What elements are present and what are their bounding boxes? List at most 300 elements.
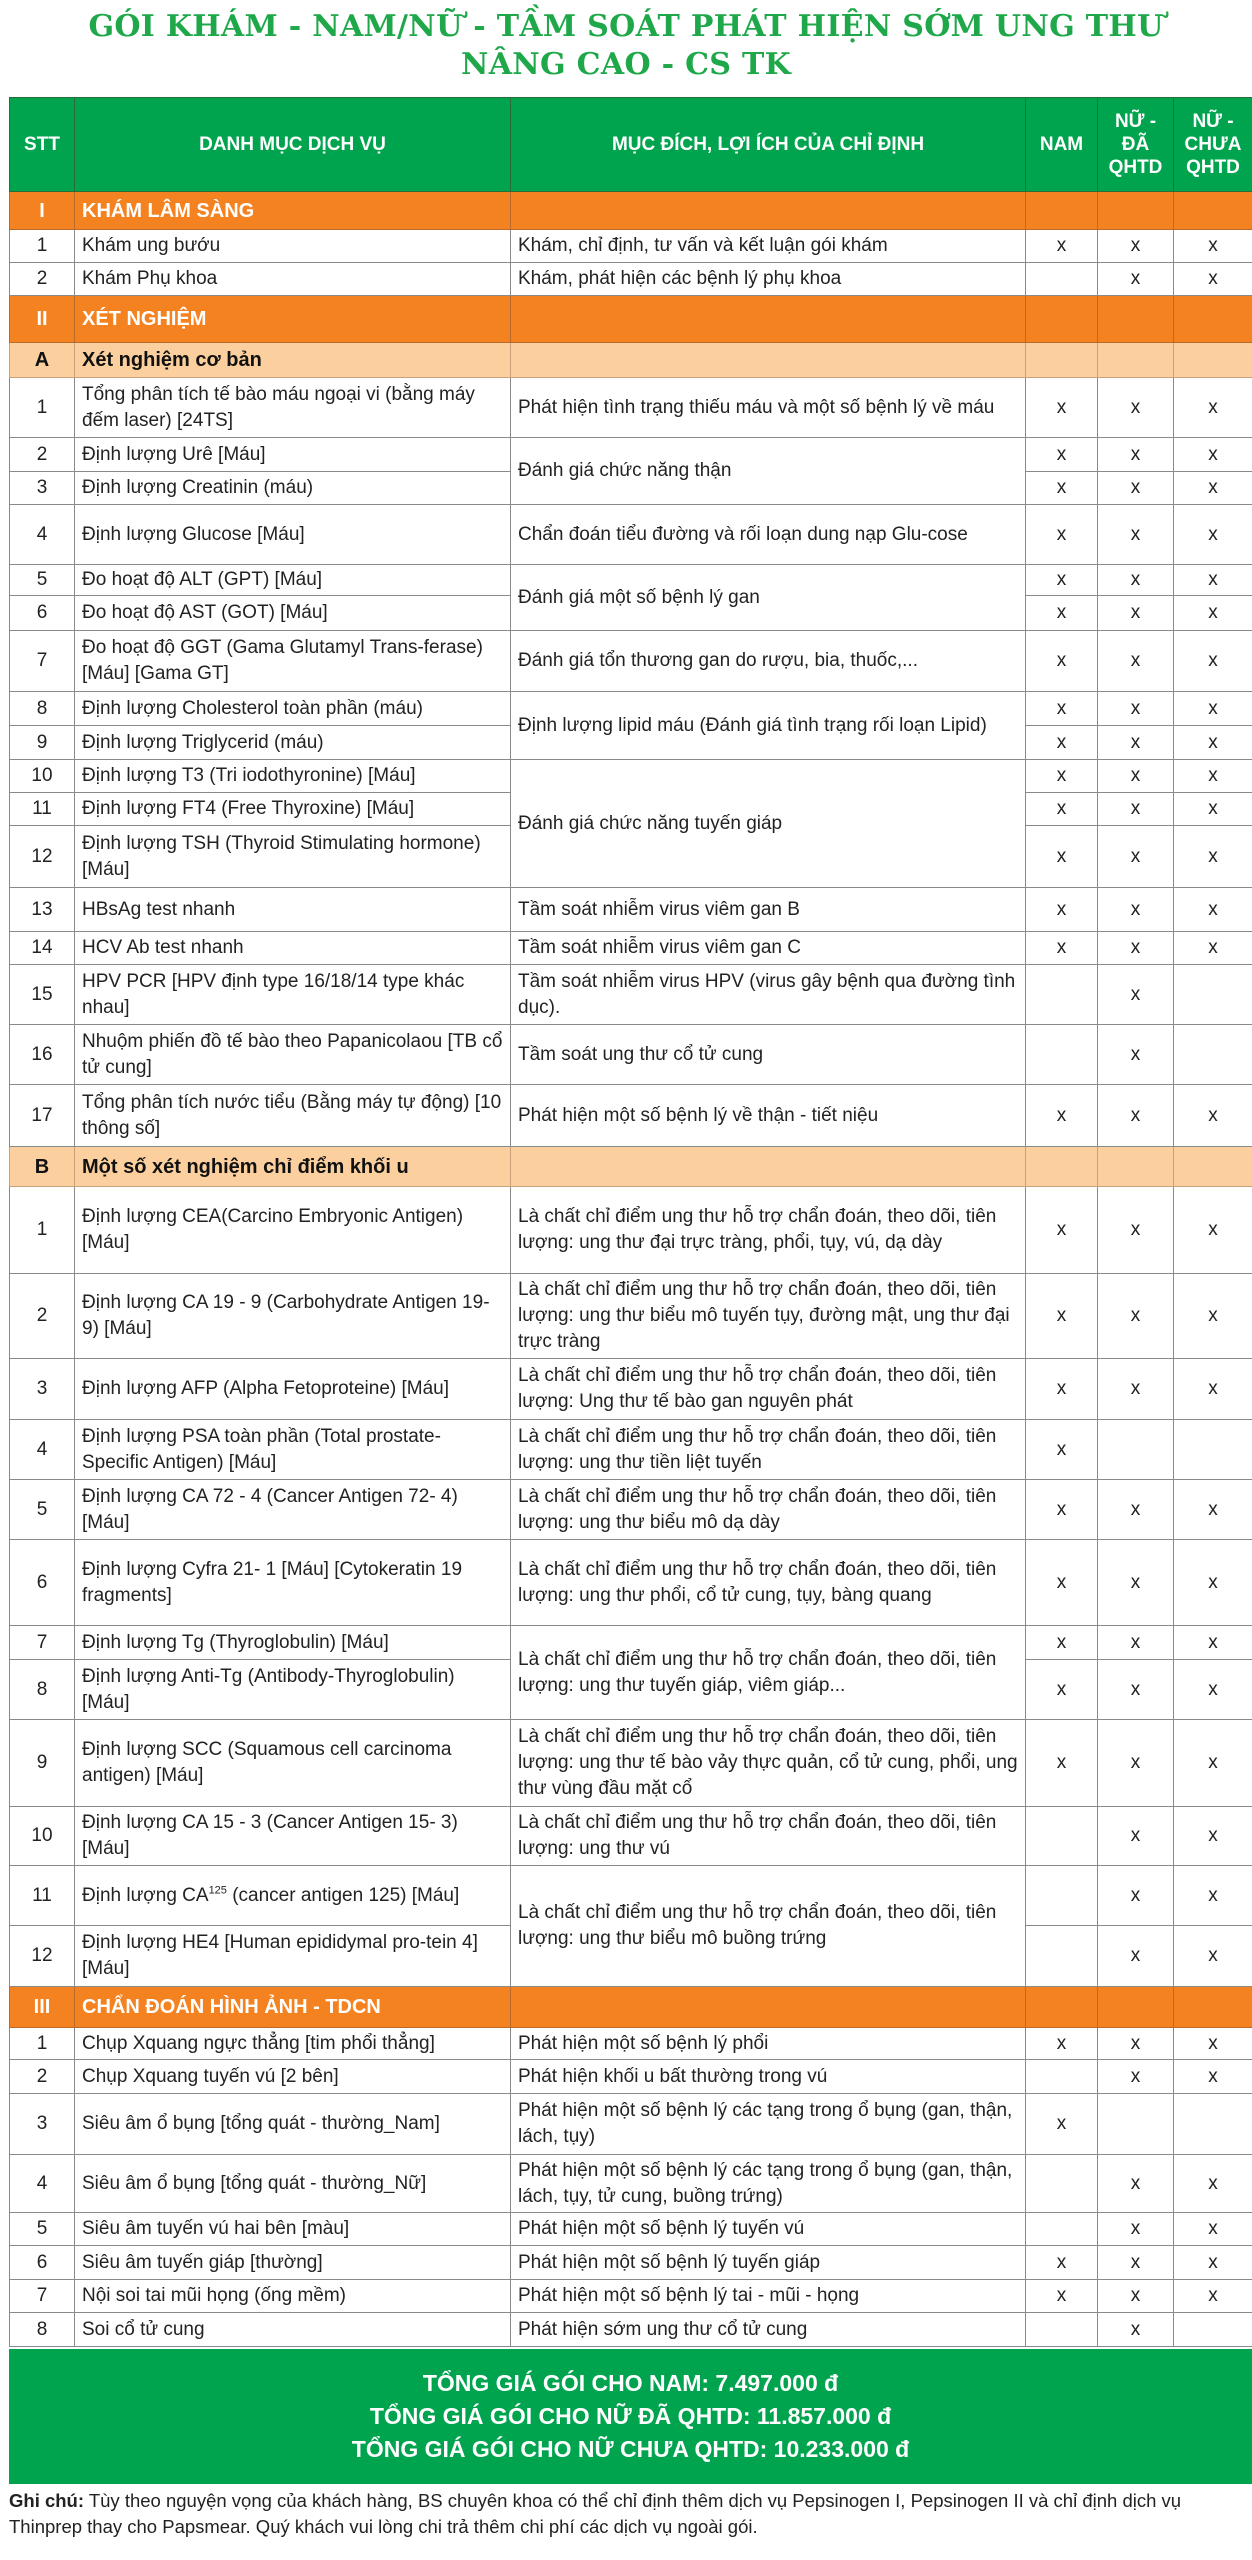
- row-stt: 16: [10, 1025, 75, 1085]
- row-stt: 2: [10, 1274, 75, 1359]
- row-nu-chua-qhtd-mark: [1174, 1420, 1252, 1480]
- row-purpose: Định lượng lipid máu (Đánh giá tình trạng rối loạn Lipid): [511, 692, 1026, 760]
- row-stt: 3: [10, 1359, 75, 1420]
- row-nu-da-qhtd-mark: x: [1098, 726, 1174, 760]
- row-nu-chua-qhtd-mark: x: [1174, 1274, 1252, 1359]
- section-empty-cell: [1098, 192, 1174, 230]
- row-nam-mark: x: [1026, 2028, 1098, 2060]
- table-row: [10, 1626, 1252, 1660]
- row-nu-da-qhtd-mark: x: [1098, 2028, 1174, 2060]
- row-nu-da-qhtd-mark: x: [1098, 2155, 1174, 2213]
- title-line-2: NÂNG CAO - CS TK: [461, 47, 791, 82]
- row-nu-da-qhtd-mark: x: [1098, 438, 1174, 472]
- row-nam-mark: x: [1026, 596, 1098, 631]
- row-service: Soi cổ tử cung: [75, 2313, 511, 2347]
- row-service: Định lượng CEA(Carcino Embryonic Antigen) [Máu]: [75, 1187, 511, 1274]
- row-stt: 6: [10, 596, 75, 631]
- table-row: [10, 888, 1252, 932]
- row-stt: 7: [10, 2280, 75, 2313]
- row-nu-da-qhtd-mark: x: [1098, 631, 1174, 692]
- section-empty-cell: [1026, 1987, 1098, 2028]
- row-nu-chua-qhtd-mark: x: [1174, 565, 1252, 596]
- row-purpose: Là chất chỉ điểm ung thư hỗ trợ chẩn đoán, theo dõi, tiên lượng: ung thư biểu mô dạ dày: [511, 1480, 1026, 1540]
- package-table: [9, 97, 1252, 2347]
- row-service: HCV Ab test nhanh: [75, 932, 511, 965]
- row-purpose: Chẩn đoán tiểu đường và rối loạn dung nạp Glu-cose: [511, 505, 1026, 565]
- row-stt: 1: [10, 230, 75, 263]
- row-nu-chua-qhtd-mark: x: [1174, 826, 1252, 888]
- row-nu-chua-qhtd-mark: x: [1174, 472, 1252, 505]
- row-stt: 5: [10, 1480, 75, 1540]
- row-stt: 5: [10, 2213, 75, 2246]
- row-purpose: Là chất chỉ điểm ung thư hỗ trợ chẩn đoán, theo dõi, tiên lượng: ung thư vú: [511, 1807, 1026, 1866]
- row-nu-chua-qhtd-mark: x: [1174, 378, 1252, 438]
- row-stt: 6: [10, 1540, 75, 1626]
- table-row: [10, 1807, 1252, 1866]
- row-nam-mark: x: [1026, 1420, 1098, 1480]
- row-nu-da-qhtd-mark: x: [1098, 793, 1174, 826]
- row-purpose: Phát hiện một số bệnh lý tuyến vú: [511, 2213, 1026, 2246]
- row-nu-da-qhtd-mark: x: [1098, 692, 1174, 726]
- row-stt: 1: [10, 378, 75, 438]
- row-stt: 7: [10, 1626, 75, 1660]
- row-service: Định lượng Tg (Thyroglobulin) [Máu]: [75, 1626, 511, 1660]
- header-nu-da-qhtd: NỮ - ĐÃ QHTD: [1098, 98, 1174, 192]
- row-stt: 14: [10, 932, 75, 965]
- row-nam-mark: [1026, 2155, 1098, 2213]
- row-nu-chua-qhtd-mark: x: [1174, 263, 1252, 296]
- row-nu-chua-qhtd-mark: x: [1174, 505, 1252, 565]
- section-empty-cell: [511, 1147, 1026, 1187]
- table-row: [10, 2246, 1252, 2280]
- table-row: [10, 692, 1252, 726]
- section-empty-cell: [511, 192, 1026, 230]
- row-nu-da-qhtd-mark: [1098, 2094, 1174, 2155]
- row-nam-mark: x: [1026, 472, 1098, 505]
- service-text: (cancer antigen 125) [Máu]: [226, 1884, 460, 1906]
- row-nu-da-qhtd-mark: x: [1098, 932, 1174, 965]
- row-service: Định lượng Triglycerid (máu): [75, 726, 511, 760]
- row-nu-da-qhtd-mark: [1098, 1420, 1174, 1480]
- table-row: [10, 760, 1252, 793]
- row-nu-chua-qhtd-mark: x: [1174, 2213, 1252, 2246]
- row-purpose: Phát hiện khối u bất thường trong vú: [511, 2060, 1026, 2094]
- section-label: XÉT NGHIỆM: [75, 296, 511, 343]
- row-nam-mark: x: [1026, 378, 1098, 438]
- service-superscript: 125: [208, 1884, 227, 1897]
- row-purpose: Là chất chỉ điểm ung thư hỗ trợ chẩn đoán, theo dõi, tiên lượng: ung thư đại trực tràng, phổi, tụy, vú, dạ dày: [511, 1187, 1026, 1274]
- row-nam-mark: x: [1026, 631, 1098, 692]
- table-row: [10, 2313, 1252, 2347]
- row-nu-chua-qhtd-mark: x: [1174, 1866, 1252, 1926]
- row-nu-da-qhtd-mark: x: [1098, 1025, 1174, 1085]
- row-nam-mark: x: [1026, 932, 1098, 965]
- row-purpose: Phát hiện một số bệnh lý phổi: [511, 2028, 1026, 2060]
- footnote-label: Ghi chú:: [9, 2490, 85, 2511]
- row-purpose: Phát hiện một số bệnh lý các tạng trong ổ bụng (gan, thận, lách, tụy, tử cung, buồng trứng): [511, 2155, 1026, 2213]
- row-nu-chua-qhtd-mark: x: [1174, 793, 1252, 826]
- row-stt: 4: [10, 1420, 75, 1480]
- row-purpose: Là chất chỉ điểm ung thư hỗ trợ chẩn đoán, theo dõi, tiên lượng: Ung thư tế bào gan nguyên phát: [511, 1359, 1026, 1420]
- row-service: Khám ung bướu: [75, 230, 511, 263]
- row-service: Định lượng Anti-Tg (Antibody-Thyroglobulin) [Máu]: [75, 1660, 511, 1720]
- total-price-nu-da-qhtd: TỔNG GIÁ GÓI CHO NỮ ĐÃ QHTD: 11.857.000 đ: [369, 2403, 892, 2429]
- section-code: III: [10, 1987, 75, 2028]
- header-service: DANH MỤC DỊCH VỤ: [75, 98, 511, 192]
- header-nu-chua-qhtd: NỮ - CHƯA QHTD: [1174, 98, 1252, 192]
- row-nu-chua-qhtd-mark: x: [1174, 1540, 1252, 1626]
- row-nam-mark: x: [1026, 888, 1098, 932]
- row-purpose: Đánh giá chức năng thận: [511, 438, 1026, 505]
- row-nam-mark: x: [1026, 230, 1098, 263]
- row-service: Định lượng T3 (Tri iodothyronine) [Máu]: [75, 760, 511, 793]
- header-nam: NAM: [1026, 98, 1098, 192]
- row-nam-mark: [1026, 263, 1098, 296]
- section-empty-cell: [1174, 192, 1252, 230]
- row-nu-chua-qhtd-mark: [1174, 2094, 1252, 2155]
- row-purpose: Phát hiện một số bệnh lý tai - mũi - họng: [511, 2280, 1026, 2313]
- table-header-row: [10, 98, 1252, 192]
- row-stt: 17: [10, 1085, 75, 1147]
- row-stt: 15: [10, 965, 75, 1025]
- footnote-text: Tùy theo nguyện vọng của khách hàng, BS chuyên khoa có thể chỉ định thêm dịch vụ Pepsinogen I, Pepsinogen II và chỉ định dịch vụ Thinprep thay cho Papsmear. Quý khách vui lòng chi trả thêm chi phí các dịch vụ ngoài gói.: [9, 2490, 1182, 2537]
- row-nu-da-qhtd-mark: x: [1098, 472, 1174, 505]
- row-purpose: Phát hiện một số bệnh lý về thận - tiết niệu: [511, 1085, 1026, 1147]
- section-empty-cell: [1026, 343, 1098, 378]
- row-nu-chua-qhtd-mark: x: [1174, 1085, 1252, 1147]
- table-row: [10, 230, 1252, 263]
- row-nu-chua-qhtd-mark: x: [1174, 2060, 1252, 2094]
- row-purpose: Tầm soát ung thư cổ tử cung: [511, 1025, 1026, 1085]
- row-stt: 12: [10, 826, 75, 888]
- row-nam-mark: x: [1026, 826, 1098, 888]
- row-service: Siêu âm tuyến giáp [thường]: [75, 2246, 511, 2280]
- row-service: Định lượng CA 72 - 4 (Cancer Antigen 72- 4) [Máu]: [75, 1480, 511, 1540]
- row-purpose: Đánh giá tổn thương gan do rượu, bia, thuốc,...: [511, 631, 1026, 692]
- section-empty-cell: [1098, 1147, 1174, 1187]
- section-row-a: [10, 343, 1252, 378]
- row-nam-mark: x: [1026, 2246, 1098, 2280]
- row-nu-chua-qhtd-mark: x: [1174, 2028, 1252, 2060]
- row-service: Định lượng SCC (Squamous cell carcinoma antigen) [Máu]: [75, 1720, 511, 1807]
- row-stt: 4: [10, 2155, 75, 2213]
- row-nam-mark: x: [1026, 1359, 1098, 1420]
- row-nu-da-qhtd-mark: x: [1098, 1660, 1174, 1720]
- row-nu-da-qhtd-mark: x: [1098, 1187, 1174, 1274]
- section-empty-cell: [1174, 1987, 1252, 2028]
- row-nu-chua-qhtd-mark: x: [1174, 1720, 1252, 1807]
- table-row: [10, 2155, 1252, 2213]
- row-nu-da-qhtd-mark: x: [1098, 1085, 1174, 1147]
- table-row: [10, 1274, 1252, 1359]
- row-nam-mark: x: [1026, 726, 1098, 760]
- row-purpose: Tầm soát nhiễm virus viêm gan B: [511, 888, 1026, 932]
- section-empty-cell: [1098, 296, 1174, 343]
- row-service: Định lượng AFP (Alpha Fetoproteine) [Máu]: [75, 1359, 511, 1420]
- section-empty-cell: [511, 343, 1026, 378]
- section-code: B: [10, 1147, 75, 1187]
- row-service: Siêu âm ổ bụng [tổng quát - thường_Nam]: [75, 2094, 511, 2155]
- section-empty-cell: [511, 296, 1026, 343]
- row-nu-da-qhtd-mark: x: [1098, 505, 1174, 565]
- row-purpose: Là chất chỉ điểm ung thư hỗ trợ chẩn đoán, theo dõi, tiên lượng: ung thư tuyến giáp, viêm giáp...: [511, 1626, 1026, 1720]
- row-nam-mark: [1026, 2313, 1098, 2347]
- section-row-b: [10, 1147, 1252, 1187]
- table-row: [10, 1359, 1252, 1420]
- row-nam-mark: [1026, 1025, 1098, 1085]
- table-row: [10, 1025, 1252, 1085]
- row-nam-mark: x: [1026, 1720, 1098, 1807]
- total-price-nam: TỔNG GIÁ GÓI CHO NAM: 7.497.000 đ: [422, 2370, 839, 2396]
- row-nu-da-qhtd-mark: x: [1098, 378, 1174, 438]
- row-nu-da-qhtd-mark: x: [1098, 565, 1174, 596]
- row-service: Định lượng PSA toàn phần (Total prostate-Specific Antigen) [Máu]: [75, 1420, 511, 1480]
- section-empty-cell: [1026, 296, 1098, 343]
- row-nam-mark: x: [1026, 505, 1098, 565]
- row-nam-mark: [1026, 1866, 1098, 1926]
- row-nu-da-qhtd-mark: x: [1098, 1720, 1174, 1807]
- row-nu-da-qhtd-mark: x: [1098, 2246, 1174, 2280]
- section-empty-cell: [1174, 1147, 1252, 1187]
- table-row: [10, 2094, 1252, 2155]
- footnote: [9, 2488, 1249, 2540]
- row-service: Khám Phụ khoa: [75, 263, 511, 296]
- section-empty-cell: [511, 1987, 1026, 2028]
- table-row: [10, 2213, 1252, 2246]
- row-nu-chua-qhtd-mark: x: [1174, 1359, 1252, 1420]
- row-service: Siêu âm ổ bụng [tổng quát - thường_Nữ]: [75, 2155, 511, 2213]
- row-service: Định lượng CA 19 - 9 (Carbohydrate Antigen 19-9) [Máu]: [75, 1274, 511, 1359]
- row-nam-mark: x: [1026, 1626, 1098, 1660]
- row-service: Định lượng FT4 (Free Thyroxine) [Máu]: [75, 793, 511, 826]
- row-stt: 4: [10, 505, 75, 565]
- row-nu-chua-qhtd-mark: x: [1174, 230, 1252, 263]
- section-empty-cell: [1026, 1147, 1098, 1187]
- row-service: Nhuộm phiến đồ tế bào theo Papanicolaou [TB cổ tử cung]: [75, 1025, 511, 1085]
- row-nu-da-qhtd-mark: x: [1098, 2280, 1174, 2313]
- row-stt: 2: [10, 438, 75, 472]
- section-row-ii: [10, 296, 1252, 343]
- table-row: [10, 1866, 1252, 1926]
- row-purpose: Là chất chỉ điểm ung thư hỗ trợ chẩn đoán, theo dõi, tiên lượng: ung thư tiền liệt tuyến: [511, 1420, 1026, 1480]
- row-nu-da-qhtd-mark: x: [1098, 1626, 1174, 1660]
- row-service: Định lượng Glucose [Máu]: [75, 505, 511, 565]
- row-service: Định lượng Urê [Máu]: [75, 438, 511, 472]
- table-row: [10, 438, 1252, 472]
- row-service: Đo hoạt độ GGT (Gama Glutamyl Trans-ferase) [Máu] [Gama GT]: [75, 631, 511, 692]
- row-nu-da-qhtd-mark: x: [1098, 965, 1174, 1025]
- row-purpose: Phát hiện sớm ung thư cổ tử cung: [511, 2313, 1026, 2347]
- table-row: [10, 565, 1252, 596]
- row-service: HBsAg test nhanh: [75, 888, 511, 932]
- row-stt: 13: [10, 888, 75, 932]
- table-row: [10, 1720, 1252, 1807]
- section-code: II: [10, 296, 75, 343]
- row-service: Siêu âm tuyến vú hai bên [màu]: [75, 2213, 511, 2246]
- row-nu-chua-qhtd-mark: x: [1174, 760, 1252, 793]
- row-nu-da-qhtd-mark: x: [1098, 888, 1174, 932]
- row-stt: 7: [10, 631, 75, 692]
- page-title: [0, 8, 1252, 84]
- table-row: [10, 2028, 1252, 2060]
- row-nu-da-qhtd-mark: x: [1098, 826, 1174, 888]
- row-nu-chua-qhtd-mark: x: [1174, 726, 1252, 760]
- section-label: Xét nghiệm cơ bản: [75, 343, 511, 378]
- row-purpose: Phát hiện một số bệnh lý tuyến giáp: [511, 2246, 1026, 2280]
- row-nu-da-qhtd-mark: x: [1098, 1359, 1174, 1420]
- row-nu-da-qhtd-mark: x: [1098, 1480, 1174, 1540]
- row-service: Định lượng HE4 [Human epididymal pro-tein 4] [Máu]: [75, 1926, 511, 1987]
- row-nam-mark: x: [1026, 2280, 1098, 2313]
- row-stt: 12: [10, 1926, 75, 1987]
- row-nu-chua-qhtd-mark: x: [1174, 2155, 1252, 2213]
- row-service: Đo hoạt độ AST (GOT) [Máu]: [75, 596, 511, 631]
- row-nam-mark: x: [1026, 793, 1098, 826]
- row-nam-mark: [1026, 2213, 1098, 2246]
- header-purpose: MỤC ĐÍCH, LỢI ÍCH CỦA CHỈ ĐỊNH: [511, 98, 1026, 192]
- row-service: Định lượng Creatinin (máu): [75, 472, 511, 505]
- table-row: [10, 378, 1252, 438]
- row-nu-da-qhtd-mark: x: [1098, 2213, 1174, 2246]
- row-nu-chua-qhtd-mark: x: [1174, 888, 1252, 932]
- section-label: KHÁM LÂM SÀNG: [75, 192, 511, 230]
- row-stt: 8: [10, 692, 75, 726]
- section-empty-cell: [1026, 192, 1098, 230]
- row-stt: 1: [10, 1187, 75, 1274]
- table-row: [10, 505, 1252, 565]
- row-nam-mark: x: [1026, 1274, 1098, 1359]
- row-stt: 2: [10, 263, 75, 296]
- row-stt: 11: [10, 1866, 75, 1926]
- section-row-i: [10, 192, 1252, 230]
- row-nu-chua-qhtd-mark: x: [1174, 1926, 1252, 1987]
- row-service: Định lượng TSH (Thyroid Stimulating hormone) [Máu]: [75, 826, 511, 888]
- row-nam-mark: [1026, 2060, 1098, 2094]
- row-purpose: Đánh giá chức năng tuyến giáp: [511, 760, 1026, 888]
- row-stt: 10: [10, 760, 75, 793]
- row-purpose: Tầm soát nhiễm virus HPV (virus gây bệnh qua đường tình dục).: [511, 965, 1026, 1025]
- row-nu-chua-qhtd-mark: x: [1174, 596, 1252, 631]
- row-nam-mark: [1026, 1807, 1098, 1866]
- row-nam-mark: [1026, 1926, 1098, 1987]
- row-service: HPV PCR [HPV định type 16/18/14 type khác nhau]: [75, 965, 511, 1025]
- row-nu-da-qhtd-mark: x: [1098, 2313, 1174, 2347]
- row-service: Đo hoạt độ ALT (GPT) [Máu]: [75, 565, 511, 596]
- row-purpose: Là chất chỉ điểm ung thư hỗ trợ chẩn đoán, theo dõi, tiên lượng: ung thư phổi, cổ tử cung, tụy, bàng quang: [511, 1540, 1026, 1626]
- row-purpose: Phát hiện một số bệnh lý các tạng trong ổ bụng (gan, thận, lách, tụy): [511, 2094, 1026, 2155]
- row-service: Nội soi tai mũi họng (ống mềm): [75, 2280, 511, 2313]
- table-row: [10, 631, 1252, 692]
- row-nam-mark: x: [1026, 1540, 1098, 1626]
- row-stt: 5: [10, 565, 75, 596]
- row-purpose: Là chất chỉ điểm ung thư hỗ trợ chẩn đoán, theo dõi, tiên lượng: ung thư tế bào vảy thực quản, cổ tử cung, phổi, ung thư vùng đầu mặt cổ: [511, 1720, 1026, 1807]
- row-nam-mark: x: [1026, 1660, 1098, 1720]
- section-empty-cell: [1174, 343, 1252, 378]
- row-nam-mark: x: [1026, 1085, 1098, 1147]
- total-price-nu-chua-qhtd: TỔNG GIÁ GÓI CHO NỮ CHƯA QHTD: 10.233.000 đ: [351, 2436, 910, 2462]
- total-price-block: [9, 2349, 1252, 2484]
- row-nu-da-qhtd-mark: x: [1098, 1807, 1174, 1866]
- table-row: [10, 1540, 1252, 1626]
- row-service: Định lượng CA 15 - 3 (Cancer Antigen 15- 3) [Máu]: [75, 1807, 511, 1866]
- row-service: Định lượng Cholesterol toàn phần (máu): [75, 692, 511, 726]
- section-empty-cell: [1174, 296, 1252, 343]
- row-nu-da-qhtd-mark: x: [1098, 1866, 1174, 1926]
- row-nu-da-qhtd-mark: x: [1098, 596, 1174, 631]
- row-stt: 9: [10, 1720, 75, 1807]
- row-nu-chua-qhtd-mark: [1174, 1025, 1252, 1085]
- row-nam-mark: x: [1026, 2094, 1098, 2155]
- row-nam-mark: x: [1026, 1480, 1098, 1540]
- title-line-1: GÓI KHÁM - NAM/NỮ - TẦM SOÁT PHÁT HIỆN SỚM UNG THƯ: [88, 9, 1164, 44]
- row-nu-chua-qhtd-mark: x: [1174, 1626, 1252, 1660]
- row-purpose: Khám, chỉ định, tư vấn và kết luận gói khám: [511, 230, 1026, 263]
- table-row: [10, 965, 1252, 1025]
- row-nu-da-qhtd-mark: x: [1098, 2060, 1174, 2094]
- row-service: Chụp Xquang tuyến vú [2 bên]: [75, 2060, 511, 2094]
- row-nam-mark: x: [1026, 438, 1098, 472]
- row-nu-chua-qhtd-mark: x: [1174, 1807, 1252, 1866]
- row-nu-da-qhtd-mark: x: [1098, 1540, 1174, 1626]
- row-nam-mark: x: [1026, 760, 1098, 793]
- table-row: [10, 1085, 1252, 1147]
- row-stt: 3: [10, 2094, 75, 2155]
- row-purpose: Phát hiện tình trạng thiếu máu và một số bệnh lý về máu: [511, 378, 1026, 438]
- row-nu-da-qhtd-mark: x: [1098, 760, 1174, 793]
- row-service: Định lượng Cyfra 21- 1 [Máu] [Cytokeratin 19 fragments]: [75, 1540, 511, 1626]
- row-stt: 11: [10, 793, 75, 826]
- row-nu-chua-qhtd-mark: x: [1174, 1187, 1252, 1274]
- row-nu-chua-qhtd-mark: x: [1174, 2280, 1252, 2313]
- row-nu-chua-qhtd-mark: [1174, 965, 1252, 1025]
- row-stt: 6: [10, 2246, 75, 2280]
- row-nam-mark: x: [1026, 692, 1098, 726]
- row-stt: 10: [10, 1807, 75, 1866]
- row-stt: 8: [10, 2313, 75, 2347]
- header-stt: STT: [10, 98, 75, 192]
- section-row-iii: [10, 1987, 1252, 2028]
- row-stt: 9: [10, 726, 75, 760]
- row-nu-da-qhtd-mark: x: [1098, 230, 1174, 263]
- section-empty-cell: [1098, 1987, 1174, 2028]
- table-row: [10, 1187, 1252, 1274]
- section-code: A: [10, 343, 75, 378]
- table-row: [10, 263, 1252, 296]
- row-nu-chua-qhtd-mark: [1174, 2313, 1252, 2347]
- row-service: Chụp Xquang ngực thẳng [tim phổi thẳng]: [75, 2028, 511, 2060]
- row-nu-chua-qhtd-mark: x: [1174, 438, 1252, 472]
- row-nu-da-qhtd-mark: x: [1098, 1926, 1174, 1987]
- section-empty-cell: [1098, 343, 1174, 378]
- service-text: Định lượng CA: [82, 1884, 209, 1906]
- row-purpose: Là chất chỉ điểm ung thư hỗ trợ chẩn đoán, theo dõi, tiên lượng: ung thư biểu mô buồng trứng: [511, 1866, 1026, 1987]
- row-stt: 8: [10, 1660, 75, 1720]
- row-purpose: Là chất chỉ điểm ung thư hỗ trợ chẩn đoán, theo dõi, tiên lượng: ung thư biểu mô tuyến tụy, đường mật, ung thư đại trực tràng: [511, 1274, 1026, 1359]
- row-nu-da-qhtd-mark: x: [1098, 1274, 1174, 1359]
- row-stt: 3: [10, 472, 75, 505]
- table-row: [10, 2060, 1252, 2094]
- row-nu-da-qhtd-mark: x: [1098, 263, 1174, 296]
- section-label: CHẨN ĐOÁN HÌNH ẢNH - TDCN: [75, 1987, 511, 2028]
- row-nu-chua-qhtd-mark: x: [1174, 1660, 1252, 1720]
- row-stt: 2: [10, 2060, 75, 2094]
- row-stt: 1: [10, 2028, 75, 2060]
- table-row: [10, 1480, 1252, 1540]
- row-nam-mark: [1026, 965, 1098, 1025]
- row-service: Tổng phân tích nước tiểu (Bằng máy tự động) [10 thông số]: [75, 1085, 511, 1147]
- section-code: I: [10, 192, 75, 230]
- row-purpose: Khám, phát hiện các bệnh lý phụ khoa: [511, 263, 1026, 296]
